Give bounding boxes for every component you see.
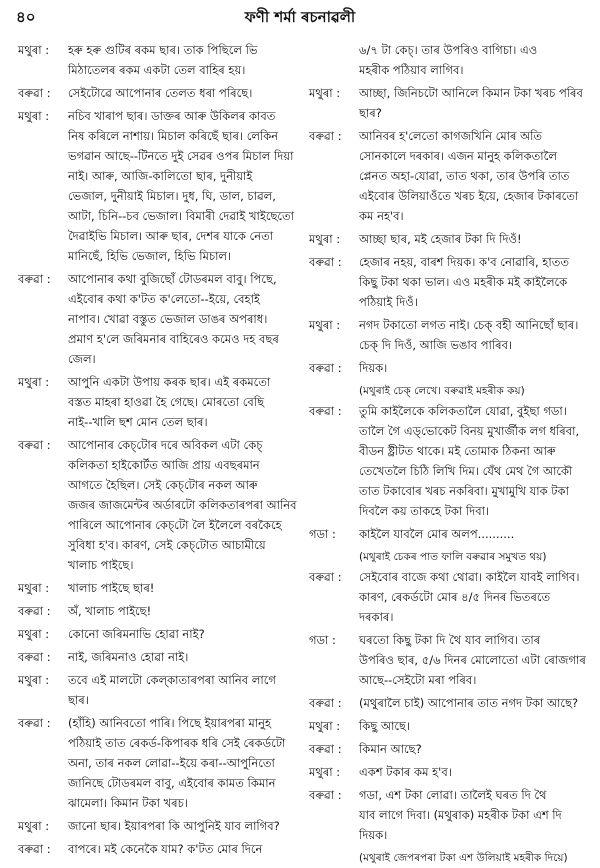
text-line: ঘৰতো কিছু টকা দি থৈ যাব লাগিব। তাৰ <box>359 633 541 647</box>
speaker-name: বৰুৱা : <box>18 272 51 286</box>
text-line: আচ্ছা, জিনিচটো আনিলে কিমান টকা খৰচ পৰিব <box>359 86 583 100</box>
text-line: নগদ টকাতো লগত নাই। চেক্‌ বহী আনিছোঁ ছাৰ। <box>359 318 579 332</box>
dialogue-text <box>359 252 586 312</box>
speaker-name: মথুৰা : <box>18 627 50 641</box>
text-line: এইবোৰ কথা ক'টত ক'লেতো--ইয়ে, বেহাই <box>68 292 260 306</box>
text-line: একশ টকাৰ কম হ'ব। <box>359 765 452 779</box>
dialogue-turn <box>309 567 586 627</box>
dialogue-turn <box>309 762 586 782</box>
speaker-name: গডা : <box>309 527 336 541</box>
text-line: আপোনাৰ কথা বুজিছোঁ টোডৰমল বাবু। পিছে, <box>68 272 277 286</box>
dialogue-text <box>68 713 295 813</box>
dialogue-text <box>359 524 586 544</box>
text-line: হৰু হৰু গুটিৰ ৰকম ছাৰ। তাক পিছিলে ভি <box>68 43 258 57</box>
left-column <box>18 40 297 856</box>
dialogue-turn <box>309 126 586 226</box>
text-line: নিষ কৰিলে নাশায়। মিচাল কৰিছেঁ ছাৰ। লেকিন <box>68 129 279 143</box>
speaker-name: মথুৰা : <box>309 765 341 779</box>
text-line: তেখেতলৈ চিঠি লিখি দিম। যেঁথ মেথ গৈ আকৌ <box>359 464 573 478</box>
dialogue-text <box>359 567 586 627</box>
text-line: খালাচ পাইছে। <box>68 558 134 572</box>
speaker-name: গডা : <box>309 633 336 647</box>
text-line: ৬/৭ টা কেচ্‌। তাৰ উপৰিও বাগিচা। এও <box>359 43 538 57</box>
text-line: ভেজাল, দুনীয়াই মিচাল। দুধ, ঘি, ডাল, চাৱল, <box>68 189 276 203</box>
dialogue-turn <box>309 229 586 249</box>
dialogue-turn <box>18 83 295 103</box>
dialogue-text <box>68 435 297 575</box>
speaker-name: বৰুৱা : <box>309 788 342 802</box>
text-line: (হাঁহি) আনিবতো পাৰি। পিছে ইয়াৰপৰা মানুহ <box>68 716 272 730</box>
text-line: আচ্ছা ছাৰ, মই হেজাৰ টকা দি দিওঁ! <box>359 232 522 246</box>
text-line: সোনকালে দৰকাৰ। এজন মানুহ কলিকতালৈ <box>359 149 557 163</box>
text-line: আনিবৰ হ'লেতো কাগজখিনি মোৰ অতি <box>359 129 543 143</box>
dialogue-turn <box>309 358 586 378</box>
text-line: ছাৰ। <box>68 693 89 707</box>
text-line: আটা, চিনি--চব ভেজাল। বিমাৰী দেৱাই খাইছেতো <box>68 209 295 223</box>
text-line: ঝামেলা। কিমান টকা খৰচ। <box>68 796 188 810</box>
text-line: কাৰণ, ৰেকৰ্ডটো মোৰ ৪/৫ দিনৰ ভিতৰতে <box>359 590 551 604</box>
text-line: আগতে হৈছিল। সেই কেচ্‌টোৰ নকল আৰু <box>68 478 258 492</box>
text-line: হেজাৰ নহয়, বাৰশ দিয়ক। ক'ব নোৱাৰি, হাতত <box>359 255 569 269</box>
dialogue-turn <box>309 40 586 80</box>
text-line: ভগৱান আছে--টিনতে দুই সেৱৰ ওপৰ মিচাল দিয়া <box>68 149 294 163</box>
dialogue-turn <box>18 713 295 813</box>
text-line: চেক্‌ দি দিওঁ, আজি ভঙাব পাৰিব। <box>359 338 513 352</box>
text-line: এইবোৰ উলিয়াওঁতে খৰচ ইয়ে, হেজাৰ টকাৰতো <box>359 189 579 203</box>
text-line: নাই--খালি ছশ মোন তেল ছাৰ। <box>68 415 208 429</box>
speaker-name: বৰুৱা : <box>309 742 342 756</box>
dialogue-text <box>359 126 586 226</box>
text-line: কলিকতা হাইকোৰ্টত আজি প্ৰায় এবছৰমান <box>68 458 260 472</box>
speaker-name: বৰুৱা : <box>309 404 342 418</box>
text-line: অনা, তাৰ নকল লোৱা--ইয়ে কৰা--আপুনিতো <box>68 756 275 770</box>
right-column <box>309 40 586 864</box>
speaker-name: বৰুৱা : <box>309 696 342 710</box>
speaker-name: মথুৰা : <box>18 819 50 833</box>
dialogue-text <box>68 816 295 836</box>
text-line: মানিছেঁ, হিভি ভেজাল, হিভি মিচাল। <box>68 249 232 263</box>
dialogue-text <box>68 372 295 432</box>
dialogue-turn <box>18 647 295 667</box>
text-line: যাব লাগে দিবা। (মথুৰাক) মহৰীক টকা এশ দি <box>359 808 562 822</box>
dialogue-turn <box>309 630 586 690</box>
dialogue-turn <box>309 83 586 123</box>
text-line: দৰকাৰ। <box>359 610 394 624</box>
dialogue-text <box>359 358 586 378</box>
dialogue-text <box>359 739 586 759</box>
speaker-name: বৰুৱা : <box>18 716 51 730</box>
speaker-name: মথুৰা : <box>18 109 50 123</box>
text-line: জানো ছাৰ। ইয়াৰপৰা কি আপুনিই যাব লাগিব? <box>68 819 280 833</box>
speaker-name: বৰুৱা : <box>18 650 51 664</box>
text-line: খালাচ পাইছে ছাৰ! <box>68 581 155 595</box>
speaker-name: মথুৰা : <box>18 43 50 57</box>
dialogue-text <box>68 578 295 598</box>
dialogue-text <box>359 693 586 713</box>
speaker-name: বৰুৱা : <box>18 86 51 100</box>
dialogue-turn <box>309 739 586 759</box>
stage-direction: (মথুৰাই চেকৰ পাত ফালি বৰুৱাৰ সমুখত থয়) <box>359 551 547 563</box>
dialogue-turn <box>18 816 295 836</box>
stage-direction: (মথুৰাই চেক্‌ লেখে। বৰুৱাই মহৰীক কয়) <box>359 385 525 397</box>
text-line: নাই, জৰিমনাও হোৱা নাই। <box>68 650 189 664</box>
dialogue-turn <box>18 578 295 598</box>
dialogue-text <box>68 670 295 710</box>
text-line: নচিব খাৰাপ ছাৰ। ডাক্তৰ আৰু উকিলৰ কাবত <box>68 109 276 123</box>
text-line: সেইটোৱে আপোনাৰ তেলত ধৰা পৰিছে। <box>68 86 253 100</box>
speaker-name: বৰুৱা : <box>18 604 51 618</box>
text-line: গডা, এশ টকা লোৱা। তালৈই ঘৰত দি থৈ <box>359 788 547 802</box>
dialogue-text <box>359 229 586 249</box>
dialogue-text <box>68 269 295 369</box>
text-line: কোনো জৰিমনাভি হোৱা নাই? <box>68 627 205 641</box>
dialogue-turn <box>309 524 586 544</box>
dialogue-turn <box>309 716 586 736</box>
speaker-name: বৰুৱা : <box>18 842 51 856</box>
text-line: দিবলৈ কয় তাকহে টকা দিবা। <box>359 504 490 518</box>
dialogue-turn <box>18 601 295 621</box>
dialogue-turn <box>18 372 295 432</box>
dialogue-text <box>359 40 586 80</box>
dialogue-turn <box>309 252 586 312</box>
dialogue-turn <box>309 315 586 355</box>
text-line: কম নহ'ব। <box>359 209 404 223</box>
text-line: তালৈ গৈ এড্‌ভোকেট বিনয় মুখাৰ্জীক লগ ধৰিবা, <box>359 424 580 438</box>
speaker-name: বৰুৱা : <box>309 255 342 269</box>
dialogue-turn <box>309 401 586 521</box>
text-line: (মথুৰালৈ চাই) আপোনাৰ তাত নগদ টকা আছে? <box>359 696 579 710</box>
dialogue-text <box>359 762 586 782</box>
speaker-name: বৰুৱা : <box>309 361 342 375</box>
text-line: নাপাব। খোৱা বস্তুত ভেজাল ডাঙৰ অপৰাধ। <box>68 312 268 326</box>
text-line: অঁ, খালাচ পাইছে! <box>68 604 152 618</box>
dialogue-text <box>359 83 586 123</box>
dialogue-text <box>359 716 586 736</box>
dialogue-turn <box>18 106 295 266</box>
text-line: জেল। <box>68 352 96 366</box>
text-line: তবে এই মালটো কেল্‌কাতাৰপৰা আনিব লাগে <box>68 673 276 687</box>
dialogue-turn <box>309 693 586 713</box>
text-line: নাই। আৰু, আজি-কালিতো ছাৰ, দুনীয়াই <box>68 169 253 183</box>
page-title: ফণী শৰ্মা ৰচনাৱলী <box>244 8 356 26</box>
speaker-name: বৰুৱা : <box>18 438 51 452</box>
dialogue-text <box>359 315 586 355</box>
text-line: কাইলৈ যাবলৈ মোৰ অলপ.......... <box>359 527 515 541</box>
text-line: পঠিয়াই দিওঁ। <box>359 295 418 309</box>
text-line: কিছু আছে। <box>359 719 411 733</box>
stage-direction: (মথুৰাই জেপৰপৰা টকা এশ উলিয়াই মহৰীক দিয়ে) <box>359 852 568 864</box>
text-line: আছে--সেইটো মৰা পৰিব। <box>359 673 477 687</box>
text-line: দিয়ক। <box>359 828 388 842</box>
speaker-name: মথুৰা : <box>309 232 341 246</box>
text-line: বস্তত মাহৰা হাওৱা হৈ গেছে। মোৰতো বেছি <box>68 395 265 409</box>
text-line: ছাৰ? <box>359 106 382 120</box>
speaker-name: মথুৰা : <box>18 375 50 389</box>
text-line: সেইবোৰ বাজে কথা থোৱা। কাইলৈ যাবই লাগিব। <box>359 570 580 584</box>
dialogue-text <box>68 839 295 859</box>
text-line: সুবিধা হ'ব। কাৰণ, সেই কেচ্‌টোত আচামীয়ে <box>68 538 266 552</box>
text-line: প্লেনত অহা-যোৱা, তাত থকা, তাৰ উপৰি তাত <box>359 169 570 183</box>
dialogue-turn <box>18 269 295 369</box>
text-line: উপৰিও ছাৰ, ৫/৬ দিনৰ মোলোতো এটা ৰোজগাৰ <box>359 653 586 667</box>
text-line: পাৰিলে আপোনাৰ কেচ্‌টো লৈ ইলৈলে বৰকৈহে <box>68 518 282 532</box>
speaker-name: মথুৰা : <box>309 719 341 733</box>
text-line: আপুনি একটা উপায় কৰক ছাৰ। এই ৰকমতো <box>68 375 271 389</box>
dialogue-text <box>68 601 295 621</box>
text-line: মহৰীক পঠিয়াব লাগিব। <box>359 63 464 77</box>
dialogue-text <box>68 83 295 103</box>
speaker-name: মথুৰা : <box>309 318 341 332</box>
dialogue-text <box>359 785 586 845</box>
text-line: জজৰ জাজমেন্টৰ অৰ্ডাৰটো কলিকতাৰপৰা আনিব <box>68 498 297 512</box>
dialogue-turn <box>18 624 295 644</box>
dialogue-turn <box>18 670 295 710</box>
text-line: মিঠাতেলৰ ৰকম একটা তেল বাহিৰ হয়। <box>68 63 246 77</box>
page-header <box>0 4 600 30</box>
text-line: দিয়ক। <box>359 361 388 375</box>
dialogue-text <box>68 106 295 266</box>
text-line: জানিছে টোডৰমল বাবু, এইবোৰ কামত কিমান <box>68 776 276 790</box>
text-line: কিমান আছে? <box>359 742 422 756</box>
text-columns <box>18 40 586 864</box>
speaker-name: বৰুৱা : <box>309 570 342 584</box>
text-line: পঠিয়াই তাত ৰেকৰ্ড-কিপাৰক ধৰি সেই ৰেকৰ্ডটো <box>68 736 286 750</box>
text-line: তাত টকাবোৰ খৰচ নকৰিবা। মুখামুখি যাক টকা <box>359 484 569 498</box>
text-line: বাপৰে। মই কেনেকৈ যাম? ক'টত মোৰ দিনে <box>68 842 263 856</box>
text-line: বীডন ষ্ট্ৰীটত থাকে। মই তোমাক ঠিকনা আৰু <box>359 444 556 458</box>
dialogue-turn <box>18 435 295 575</box>
dialogue-text <box>68 624 295 644</box>
dialogue-turn <box>18 40 295 80</box>
speaker-name: বৰুৱা : <box>309 129 342 143</box>
text-line: প্ৰমাণ হ'লে জৰিমনাৰ বাহিৰেও কমেও দহ বছৰ <box>68 332 279 346</box>
page-number: ৪০ <box>16 8 36 26</box>
speaker-name: মথুৰা : <box>309 86 341 100</box>
text-line: আপোনাৰ কেচ্‌টোৰ দৰে অবিকল এটা কেচ্‌ <box>68 438 263 452</box>
dialogue-text <box>68 40 295 80</box>
speaker-name: মথুৰা : <box>18 673 50 687</box>
dialogue-text <box>359 401 586 521</box>
dialogue-turn <box>309 785 586 845</box>
text-line: দৈৱাইভি মিচাল। আৰু ছাৰ, দেশৰ যাকে নেতা <box>68 229 274 243</box>
text-line: কিছু টকা থকা ভাল। এও মহৰীক মই কাইলৈকে <box>359 275 568 289</box>
dialogue-turn <box>18 839 295 859</box>
dialogue-text <box>359 630 586 690</box>
dialogue-text <box>68 647 295 667</box>
speaker-name: মথুৰা : <box>18 581 50 595</box>
text-line: তুমি কাইলৈকে কলিকতালৈ যোৱা, বুইছা গডা। <box>359 404 567 418</box>
